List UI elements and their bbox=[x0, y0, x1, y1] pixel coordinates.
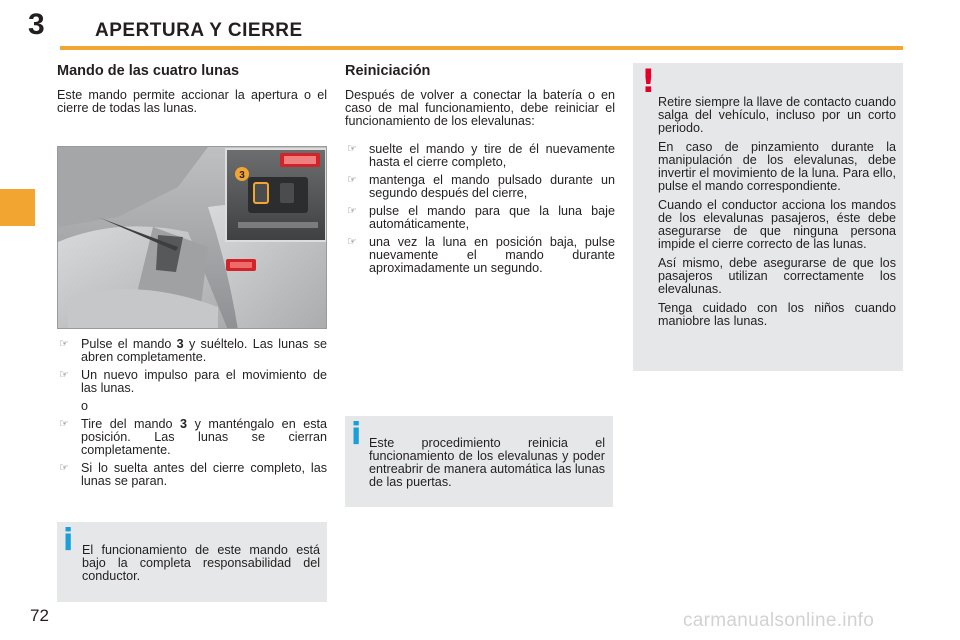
header-rule bbox=[60, 46, 903, 50]
warning-paragraph: Tenga cuidado con los niños cuando maniobre las lunas. bbox=[658, 301, 896, 328]
warning-icon: ! bbox=[641, 62, 656, 100]
list-item: ☞ pulse el mando para que la luna baje automáticamente, bbox=[347, 204, 615, 231]
list-item: ☞ suelte el mando y tire de él nuevamente hasta el cierre completo, bbox=[347, 142, 615, 169]
section-title-four-windows: Mando de las cuatro lunas bbox=[57, 63, 240, 79]
reset-steps bbox=[345, 143, 615, 280]
list-item: ☞ Pulse el mando 3 y suéltelo. Las lunas se abren completamente. bbox=[59, 337, 327, 364]
info-icon: i bbox=[63, 523, 74, 558]
warning-paragraph: Así mismo, debe asegurarse de que los pasajeros utilizan correctamente los elevalunas. bbox=[658, 256, 896, 296]
info-box-reset bbox=[345, 416, 613, 507]
list-item: ☞ Si lo suelta antes del cierre completo, las lunas se paran. bbox=[59, 461, 327, 488]
chapter-title: APERTURA Y CIERRE bbox=[95, 20, 303, 41]
info-box-responsibility bbox=[57, 522, 327, 602]
pointing-hand-icon: ☞ bbox=[59, 338, 69, 350]
window-control-illustration bbox=[58, 147, 327, 329]
page-number: 72 bbox=[30, 606, 49, 625]
window-control-photo bbox=[57, 146, 327, 329]
chapter-side-tab bbox=[0, 189, 35, 226]
info-text-responsibility: El funcionamiento de este mando está bajo la completa responsabilidad del conductor. bbox=[82, 543, 320, 583]
pointing-hand-icon: ☞ bbox=[347, 174, 357, 186]
list-item: ☞ Tire del mando 3 y manténgalo en esta posición. Las lunas se cierran completamente. bbox=[59, 417, 328, 457]
list-item: ☞ Un nuevo impulso para el movimiento de las lunas. bbox=[59, 368, 327, 395]
list-item: ☞ mantenga el mando pulsado durante un segundo después del cierre, bbox=[347, 173, 615, 200]
warning-paragraph: Cuando el conductor acciona los mandos de los elevalunas pasajeros, éste debe asegurarse de que ninguna persona impide el cierre correcto de las lunas. bbox=[658, 198, 896, 251]
photo-callout-3: 3 bbox=[239, 170, 245, 181]
warning-paragraph: En caso de pinzamiento durante la manipulación de los elevalunas, debe invertir el movimiento de la luna. Para ello, pulse el mando correspondiente. bbox=[658, 140, 896, 193]
warning-text bbox=[658, 96, 896, 334]
section-intro-reset: Después de volver a conectar la batería o en caso de mal funcionamiento, debe reiniciar el funcionamiento de los elevalunas: bbox=[345, 88, 615, 128]
four-windows-steps bbox=[57, 338, 327, 493]
pointing-hand-icon: ☞ bbox=[59, 369, 69, 381]
warning-paragraph: Retire siempre la llave de contacto cuando salga del vehículo, incluso por un corto periodo. bbox=[658, 95, 897, 135]
chapter-number: 3 bbox=[28, 8, 45, 41]
watermark: carmanualsonline.info bbox=[683, 610, 875, 631]
info-icon: i bbox=[351, 417, 362, 452]
pointing-hand-icon: ☞ bbox=[59, 462, 69, 474]
pointing-hand-icon: ☞ bbox=[347, 236, 357, 248]
list-item: ☞ una vez la luna en posición baja, pulse nuevamente el mando durante aproximadamente un segundo. bbox=[347, 235, 615, 275]
pointing-hand-icon: ☞ bbox=[59, 418, 69, 430]
list-item-or: o bbox=[81, 399, 89, 413]
pointing-hand-icon: ☞ bbox=[347, 143, 357, 155]
section-intro-four-windows: Este mando permite accionar la apertura o el cierre de todas las lunas. bbox=[57, 88, 327, 115]
pointing-hand-icon: ☞ bbox=[347, 205, 357, 217]
info-text-reset: Este procedimiento reinicia el funcionamiento de los elevalunas y poder entreabrir de manera automática las lunas de las puertas. bbox=[369, 436, 605, 489]
warning-box bbox=[633, 63, 903, 371]
section-title-reset: Reiniciación bbox=[345, 63, 431, 79]
